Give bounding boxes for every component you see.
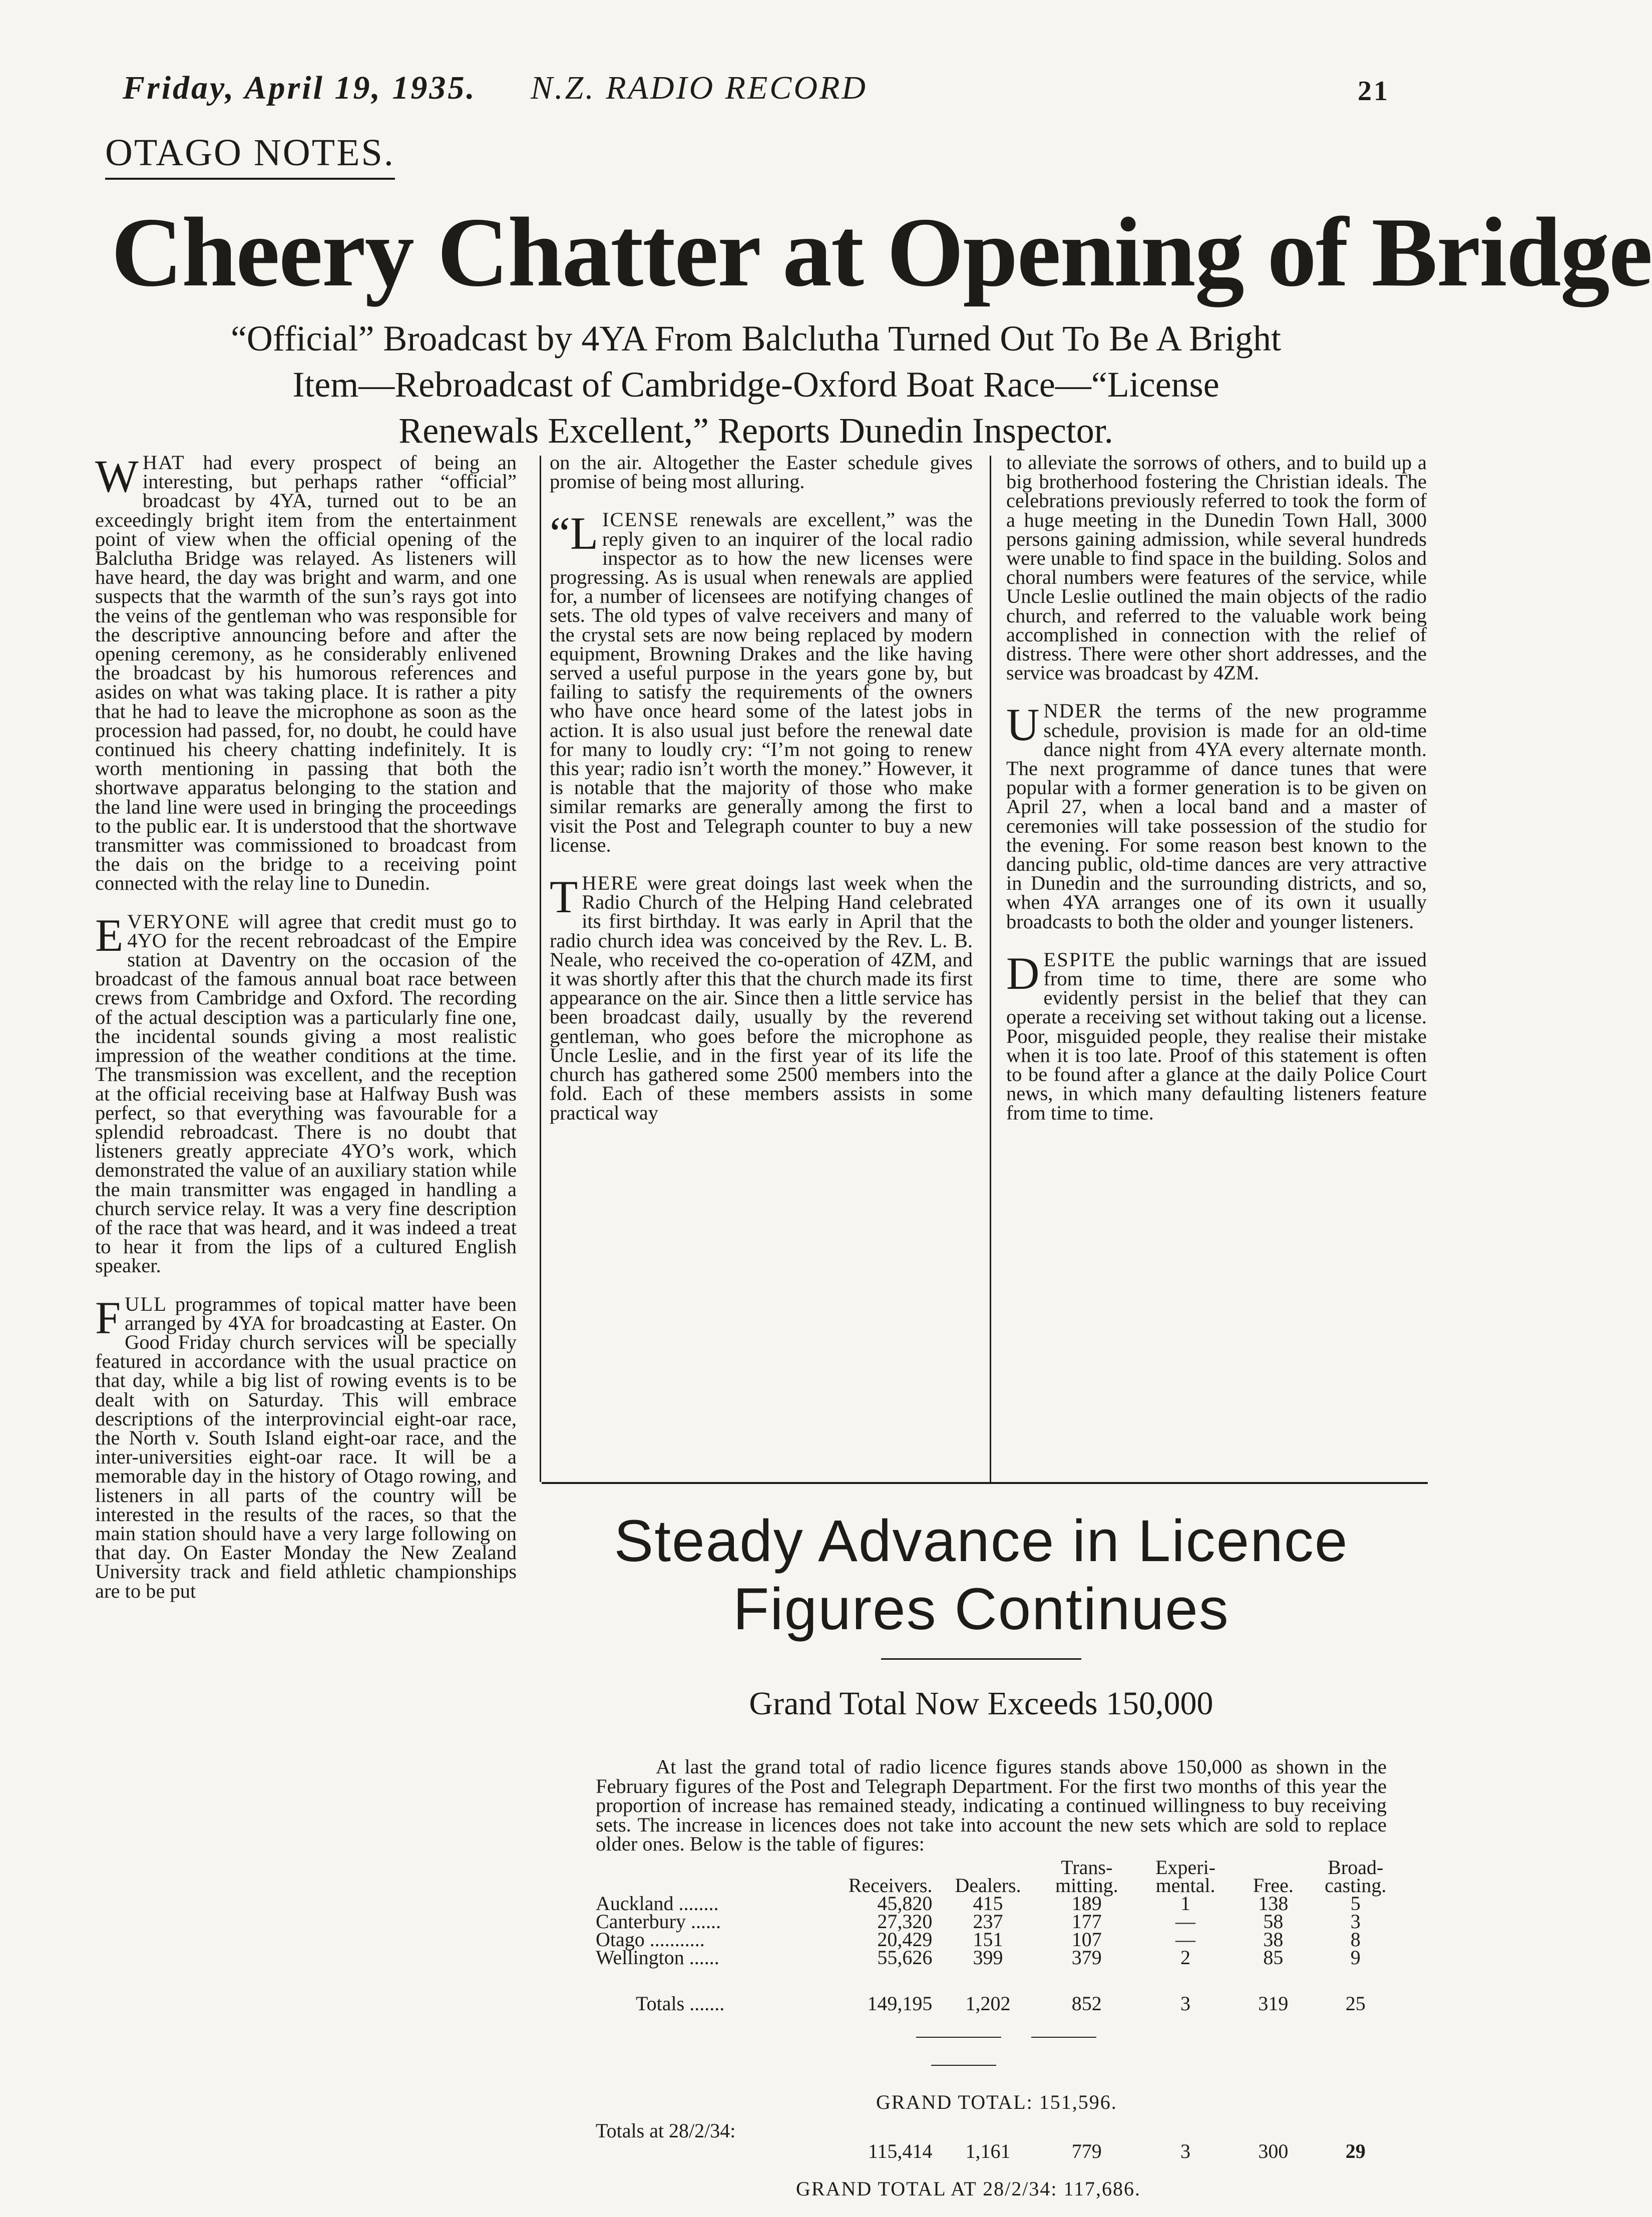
region-cell: Auckland ........ <box>596 1892 719 1915</box>
grand-total: GRAND TOTAL: 151,596. <box>876 2091 1117 2113</box>
table-rule <box>931 2065 996 2066</box>
region-cell: Otago ........... <box>596 1928 705 1951</box>
deck-line-1: “Official” Broadcast by 4YA From Balclutha Turned Out To Be A Bright <box>230 318 1282 358</box>
prior-totals <box>596 2119 1397 2160</box>
drop-cap: D <box>1006 947 1040 999</box>
column-2 <box>550 453 973 1123</box>
table-rule <box>916 2037 1001 2038</box>
paragraph: on the air. Altogether the Easter schedule gives promise of being most alluring. <box>550 451 973 493</box>
drop-cap: T <box>550 871 578 923</box>
licence-headline-line-1: Steady Advance in Licence <box>614 1508 1349 1574</box>
region-cell: Wellington ...... <box>596 1946 719 1969</box>
section-divider <box>542 1482 1428 1484</box>
column-1 <box>95 453 517 1601</box>
column-header: mitting. <box>1055 1874 1118 1897</box>
deck-line-2: Item—Rebroadcast of Cambridge-Oxford Boat Race—“License <box>292 364 1219 405</box>
column-3 <box>1006 453 1427 1123</box>
drop-cap: E <box>95 909 124 961</box>
paragraph: THERE were great doings last week when the Radio Church of the Helping Hand celebrated its first birthday. It was early in April that the radio church idea was conceived by the Rev. L. B. Neale, who received the co-operation of 4ZM, and it was shortly after this that the church made its first appearance on the air. Since then a little service has been broadcast daily, usually by the reverend gentleman, who goes before the microphone as Uncle Leslie, and in the first year of its life the church has gathered some 2500 members into the fold. Each of these members assists in some practical way <box>550 871 973 1124</box>
publication-title: N.Z. RADIO RECORD <box>531 70 868 106</box>
table-rule <box>1031 2037 1096 2038</box>
licence-intro: At last the grand total of radio licence figures stands above 150,000 as shown in the February figures of the Post and Telegraph Department. For the first two months of this year the proportion of increase has remained steady, indicating a continued willingness to buy receiving sets. The increase in licences does not take into account the new sets which are sold to replace older ones. Below is the table of figures: <box>596 1755 1387 1855</box>
drop-cap: F <box>95 1292 121 1343</box>
column-header: Experi- <box>1155 1856 1216 1879</box>
table-rule-row <box>596 1967 1397 1995</box>
headline-underline <box>881 1658 1081 1660</box>
licence-table-wrap <box>596 1856 1397 2015</box>
column-header: Trans- <box>1061 1856 1113 1879</box>
table-row: 115,414 1,161 779 3 300 29 <box>868 2140 1366 2162</box>
column-header: casting. <box>1325 1874 1387 1897</box>
issue-date: Friday, April 19, 1935. <box>123 70 477 106</box>
drop-cap: W <box>95 451 139 502</box>
table-row: Otago ........... 20,429 151 107 — 38 8 <box>596 1928 1361 1951</box>
licence-table <box>596 1856 1397 2015</box>
prior-label: Totals at 28/2/34: <box>596 2119 736 2142</box>
licence-subhead: Grand Total Now Exceeds 150,000 <box>749 1685 1213 1722</box>
prior-totals-table <box>596 2142 1397 2160</box>
totals-row: Totals ....... 149,195 1,202 852 3 319 25 <box>596 1995 1397 2013</box>
deck <box>100 315 1412 454</box>
prior-grand-total: GRAND TOTAL AT 28/2/34: 117,686. <box>796 2177 1141 2200</box>
paragraph: UNDER the terms of the new programme schedule, provision is made for an old-time dance night from 4YA every alternate month. The next programme of dance tunes that were popular with a former generation is to be given on April 27, when a local band and a master of ceremonies will take possession of the studio for the evening. For some reason best known to the dancing public, old-time dances are very attractive in Dunedin and the surrounding districts, and so, when 4YA arranges one of its own it usually broadcasts to both the older and younger listeners. <box>1006 699 1427 933</box>
page-number: 21 <box>1358 76 1390 107</box>
column-rule <box>540 456 541 1482</box>
licence-headline <box>551 1507 1412 1643</box>
drop-cap: “L <box>550 508 599 559</box>
column-rule <box>990 456 991 1482</box>
table-row: Wellington ...... 55,626 399 379 2 85 9 <box>596 1946 1361 1969</box>
table-row: Auckland ........ 45,820 415 189 1 138 5 <box>596 1892 1361 1915</box>
section-label: OTAGO NOTES. <box>105 131 395 180</box>
paragraph: EVERYONE will agree that credit must go to 4YO for the recent rebroadcast of the Empire station at Daventry on the occasion of the broadcast of the famous annual boat race between crews from Cambridge and Oxford. The recording of the actual desciption was a particularly fine one, the incidental sounds giving a most realistic impression of the weather conditions at the time. The transmission was excellent, and the reception at the official receiving base at Halfway Bush was perfect, so that everything was favourable for a splendid rebroadcast. There is no doubt that listeners greatly appreciate 4YO’s work, which demonstrated the value of an auxiliary station while the main transmitter was engaged in handling a church service relay. It was a very fine description of the race that was heard, and it was indeed a treat to hear it from the lips of a cultured English speaker. <box>95 909 517 1277</box>
column-header: mental. <box>1155 1874 1215 1897</box>
column-header: Free. <box>1253 1874 1294 1897</box>
paragraph: “LICENSE renewals are excellent,” was the reply given to an inquirer of the local radio inspector as to how the new licenses were progressing. As is usual when renewals are applied for, a number of licensees are notifying changes of sets. The old types of valve receivers and many of the crystal sets are now being replaced by modern equipment, Browning Drakes and the like having served a useful purpose in the years gone by, but failing to satisfy the requirements of the owners who have once heard some of the latest jobs in action. It is also usual just before the renewal date for many to loudly cry: “I’m not going to renew this year; radio isn’t worth the money.” However, it is notable that the majority of those who make similar remarks are generally among the first to visit the Post and Telegraph counter to buy a new license. <box>550 508 973 856</box>
column-header: Broad- <box>1328 1856 1384 1879</box>
column-header: Dealers. <box>955 1874 1021 1897</box>
deck-line-3: Renewals Excellent,” Reports Dunedin Inspector. <box>398 411 1113 451</box>
licence-headline-line-2: Figures Continues <box>733 1576 1229 1642</box>
drop-cap: U <box>1006 699 1040 751</box>
totals-label: Totals ....... <box>636 1992 725 2015</box>
paragraph: DESPITE the public warnings that are issued from time to time, there are some who evidently persist in the belief that they can operate a receiving set without taking out a license. Poor, misguided people, they realise their mistake when it is too late. Proof of this statement is often to be found after a glance at the daily Police Court news, in which many defaulting listeners feature from time to time. <box>1006 947 1427 1124</box>
region-cell: Canterbury ...... <box>596 1910 721 1933</box>
column-header: Receivers. <box>848 1874 933 1897</box>
paragraph: to alleviate the sorrows of others, and to build up a big brotherhood fostering the Christian ideals. The celebrations previously referred to took the form of a huge meeting in the Dunedin Town Hall, 3000 persons gaining admission, while several hundreds were unable to find space in the building. Solos and choral numbers were features of the service, while Uncle Leslie outlined the main objects of the radio church, and referred to the valuable work being accomplished in connection with the relief of distress. There were other short addresses, and the service was broadcast by 4ZM. <box>1006 451 1427 684</box>
paragraph: WHAT had every prospect of being an interesting, but perhaps rather “official” broadcast by 4YA, turned out to be an exceedingly bright item from the entertainment point of view when the official opening of the Balclutha Bridge was relayed. As listeners will have heard, the day was bright and warm, and one suspects that the warmth of the sun’s rays got into the veins of the gentleman who was responsible for the descriptive announcing before and after the opening ceremony, as he considerably enlivened the broadcast by his humorous references and asides on what was taking place. It is rather a pity that he had to leave the microphone as soon as the procession had passed, for, no doubt, he could have continued his cheery chatting indefinitely. It is worth mentioning in passing that both the shortwave apparatus belonging to the station and the land line were used in bringing the proceedings to the public ear. It is understood that the shortwave transmitter was commissioned to broadcast from the dais on the bridge to a receiving point connected with the relay line to Dunedin. <box>95 451 517 895</box>
paragraph: FULL programmes of topical matter have been arranged by 4YA for broadcasting at Easter. On Good Friday church services will be specially featured in accordance with the usual practice on that day, while a big list of rowing events is to be dealt with on Saturday. This will embrace descriptions of the interprovincial eight-oar race, the North v. South Island eight-oar race, and the inter-universities eight-oar race. It will be a memorable day in the history of Otago rowing, and listeners in all parts of the country will be interested in the results of the races, so that the main station should have a very large following on that day. On Easter Monday the New Zealand University track and field athletic championships are to be put <box>95 1292 517 1602</box>
headline: Cheery Chatter at Opening of Bridge <box>111 197 1652 307</box>
table-row: Canterbury ...... 27,320 237 177 — 58 3 <box>596 1910 1361 1933</box>
